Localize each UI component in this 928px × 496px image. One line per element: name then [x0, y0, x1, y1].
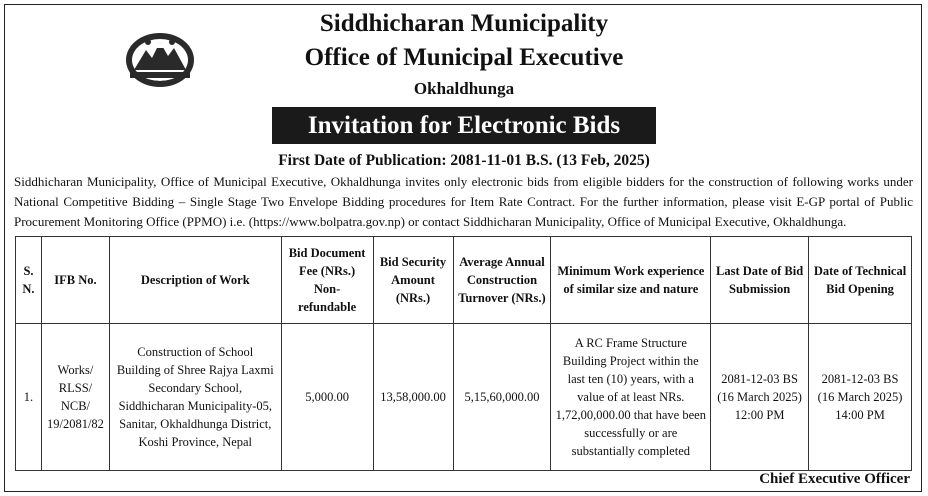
cell-security: 13,58,000.00: [373, 324, 453, 471]
header-opening: Date of Technical Bid Opening: [809, 237, 912, 324]
cell-turnover: 5,15,60,000.00: [453, 324, 551, 471]
office-name: Office of Municipal Executive: [304, 44, 624, 71]
table-row: [16, 324, 912, 471]
header-description: Description of Work: [109, 237, 281, 324]
cell-last-date: 2081-12-03 BS (16 March 2025) 12:00 PM: [711, 324, 809, 471]
publication-date: First Date of Publication: 2081-11-01 B.S. (13 Feb, 2025): [278, 152, 650, 169]
bid-table: [15, 236, 912, 471]
cell-sn: 1.: [16, 324, 42, 471]
cell-ifb: Works/ RLSS/ NCB/ 19/2081/82: [41, 324, 109, 471]
cell-description: Construction of School Building of Shree Rajya Laxmi Secondary School, Siddhicharan Municipality-05, Sanitar, Okhaldhunga District, Koshi Province, Nepal: [109, 324, 281, 471]
header-last-date: Last Date of Bid Submission: [711, 237, 809, 324]
header-ifb: IFB No.: [41, 237, 109, 324]
signoff: Chief Executive Officer: [759, 471, 910, 487]
municipality-name: Siddhicharan Municipality: [319, 10, 609, 37]
cell-opening: 2081-12-03 BS (16 March 2025) 14:00 PM: [809, 324, 912, 471]
cell-experience: A RC Frame Structure Building Project within the last ten (10) years, with a value of at least NRs. 1,72,00,000.00 that have been successfully or are substantially completed: [551, 324, 711, 471]
cell-doc-fee: 5,000.00: [281, 324, 373, 471]
table-header-row: [16, 237, 912, 324]
header-sn: S. N.: [16, 237, 42, 324]
intro-paragraph: Siddhicharan Municipality, Office of Municipal Executive, Okhaldhunga invites only electronic bids from eligible bidders for the construction of following works under National Competitive Bidding – Single Stage Two Envelope Bidding procedures for Item Rate Contract. For the further information, please visit E-GP portal of Public Procurement Monitoring Office (PPMO) i.e. (https://www.bolpatra.gov.np) or contact Siddhicharan Municipality, Office of Municipal Executive, Okhaldhunga.: [14, 174, 913, 229]
header-security: Bid Security Amount (NRs.): [373, 237, 453, 324]
header-experience: Minimum Work experience of similar size and nature: [551, 237, 711, 324]
header-doc-fee: Bid Document Fee (NRs.) Non-refundable: [281, 237, 373, 324]
district-name: Okhaldhunga: [413, 79, 515, 98]
notice-title-banner: Invitation for Electronic Bids: [272, 107, 656, 144]
header-turnover: Average Annual Construction Turnover (NRs.): [453, 237, 551, 324]
